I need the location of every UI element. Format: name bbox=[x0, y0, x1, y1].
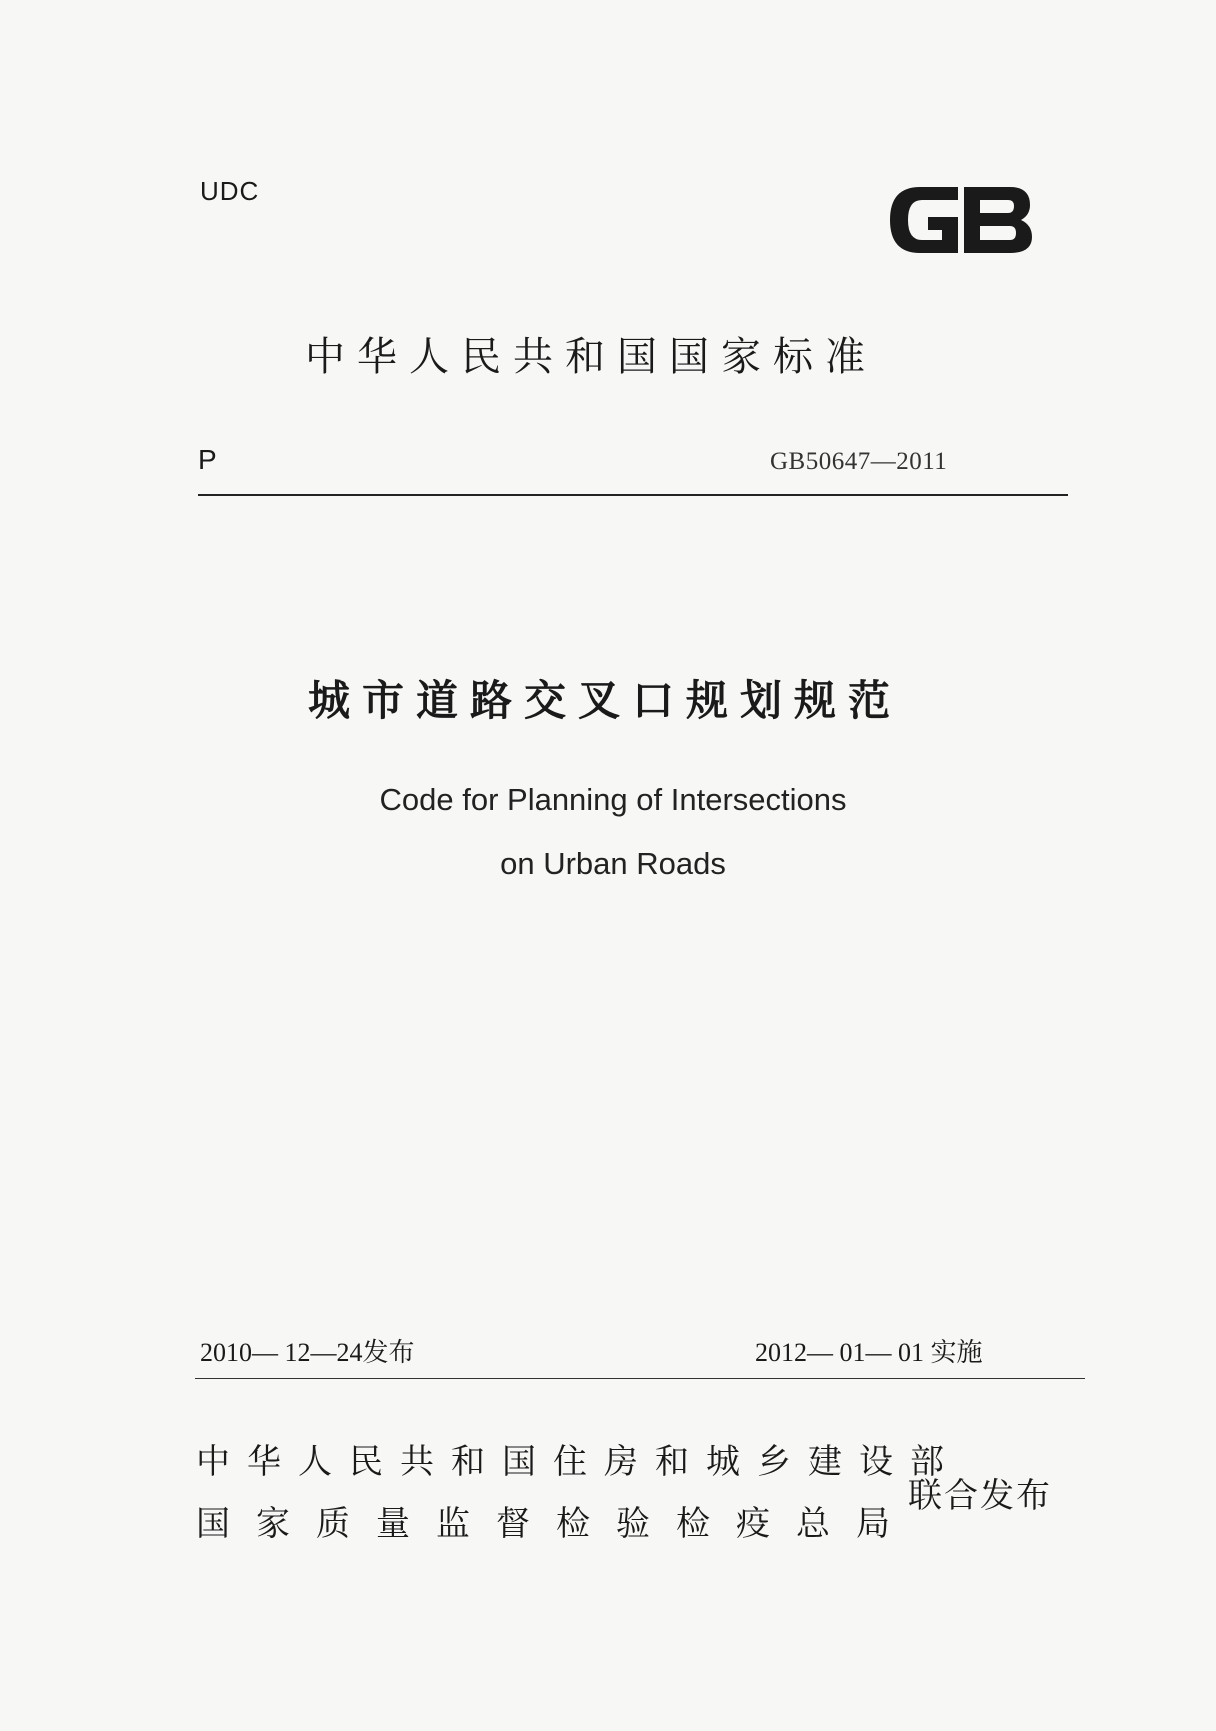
issuer-aqsiq: 国家质量监督检验检疫总局 bbox=[196, 1504, 916, 1544]
issuer-ministry: 中华人民共和国住房和城乡建设部 bbox=[196, 1442, 961, 1482]
publish-date: 2010— 12—24发布 bbox=[200, 1338, 415, 1367]
classification-code: P bbox=[198, 444, 217, 475]
udc-label: UDC bbox=[200, 176, 260, 206]
footer-divider bbox=[195, 1378, 1085, 1379]
title-english-line2: on Urban Roads bbox=[500, 846, 726, 881]
gb-logo bbox=[880, 175, 1040, 265]
title-chinese: 城市道路交叉口规划规范 bbox=[308, 676, 903, 725]
effective-date: 2012— 01— 01 实施 bbox=[755, 1338, 983, 1367]
standard-number: GB50647—2011 bbox=[770, 448, 948, 475]
title-english-line1: Code for Planning of Intersections bbox=[379, 782, 847, 817]
national-standard-heading: 中华人民共和国国家标准 bbox=[305, 334, 877, 380]
header-divider bbox=[198, 494, 1068, 496]
joint-issue-label: 联合发布 bbox=[908, 1476, 1052, 1516]
